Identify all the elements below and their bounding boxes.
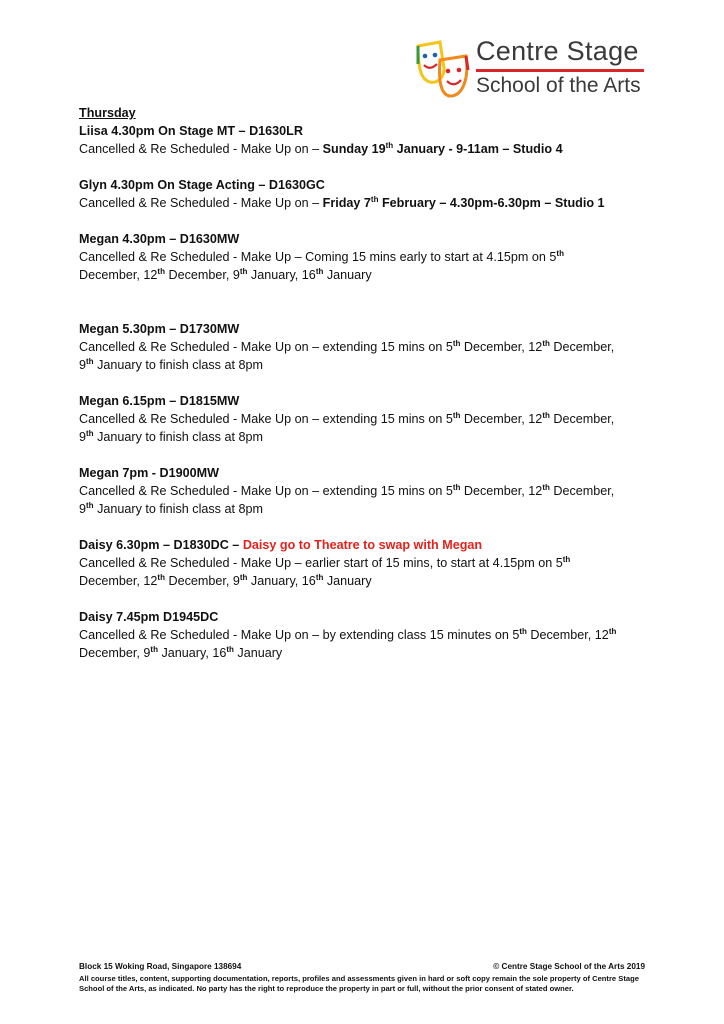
detail-date: Friday 7 <box>322 196 371 210</box>
detail-text: Cancelled & Re Scheduled - Make Up – Coming 15 mins early to start at 4.15pm on 5 <box>79 250 557 264</box>
footer-row <box>79 962 645 972</box>
class-entry-liisa <box>79 122 659 158</box>
class-detail <box>79 482 659 518</box>
class-detail <box>79 338 659 374</box>
detail-text: Cancelled & Re Scheduled - Make Up on – extending 15 mins on 5 <box>79 412 453 426</box>
day-heading: Thursday <box>79 106 136 120</box>
detail-text: Cancelled & Re Scheduled - Make Up on – by extending class 15 minutes on 5 <box>79 628 520 642</box>
ordinal-suffix: th <box>542 410 550 420</box>
ordinal-suffix: th <box>150 644 158 654</box>
detail-text: January, 16 <box>157 646 227 660</box>
class-entry-megan-1630 <box>79 230 659 284</box>
class-title: Daisy 7.45pm D1945DC <box>79 610 219 624</box>
class-title: Liisa 4.30pm On Stage MT – D1630LR <box>79 124 303 138</box>
ordinal-suffix: th <box>542 338 550 348</box>
detail-text: January <box>323 268 372 282</box>
centre-stage-logo <box>414 36 646 106</box>
ordinal-suffix: th <box>315 266 324 276</box>
detail-text: January <box>233 646 283 660</box>
detail-text: January to finish class at 8pm <box>93 430 263 444</box>
detail-text: 9 <box>79 358 87 372</box>
detail-text: December, <box>549 484 615 498</box>
theatre-masks-icon <box>414 40 474 104</box>
ordinal-suffix: th <box>226 644 234 654</box>
detail-text: December, 9 <box>164 574 240 588</box>
detail-text: Cancelled & Re Scheduled - Make Up on – <box>79 196 323 210</box>
ordinal-suffix: th <box>239 266 248 276</box>
footer-legal-note: All course titles, content, supporting documentation, reports, profiles and assessments given in hard or soft copy remain the sole property of Centre Stage School of the Arts, as indicated. No party has the right to reproduce the property in part or full, without the prior consent of stated owner. <box>79 974 639 993</box>
class-entry-daisy-1830 <box>79 536 659 590</box>
ordinal-suffix: th <box>519 626 527 636</box>
detail-text: December, 12 <box>79 268 158 282</box>
detail-text: January, 16 <box>247 574 316 588</box>
class-entry-megan-1730 <box>79 320 659 374</box>
class-detail <box>79 248 659 284</box>
detail-text: December, 12 <box>460 484 543 498</box>
detail-time: January - 9-11am – Studio 4 <box>393 142 563 156</box>
detail-text: January to finish class at 8pm <box>93 358 263 372</box>
detail-text: January to finish class at 8pm <box>93 502 263 516</box>
detail-text: December, 9 <box>164 268 240 282</box>
ordinal-suffix: th <box>385 140 394 150</box>
class-title: Glyn 4.30pm On Stage Acting – D1630GC <box>79 178 325 192</box>
detail-text: December, 9 <box>79 646 151 660</box>
page-footer <box>79 962 645 994</box>
detail-text: December, <box>549 412 615 426</box>
ordinal-suffix: th <box>370 194 379 204</box>
ordinal-suffix: th <box>315 572 324 582</box>
detail-text: December, 12 <box>460 340 543 354</box>
detail-text: December, <box>549 340 615 354</box>
footer-copyright: © Centre Stage School of the Arts 2019 <box>493 962 645 971</box>
class-title-text: Daisy 6.30pm – D1830DC – <box>79 538 243 552</box>
ordinal-suffix: th <box>452 410 461 420</box>
class-title <box>79 536 659 554</box>
detail-text: 9 <box>79 430 87 444</box>
class-entry-megan-1900 <box>79 464 659 518</box>
swap-alert: Daisy go to Theatre to swap with Megan <box>242 538 483 552</box>
detail-text: Cancelled & Re Scheduled - Make Up on – extending 15 mins on 5 <box>79 340 453 354</box>
class-title: Megan 7pm - D1900MW <box>79 466 219 480</box>
ordinal-suffix: th <box>562 554 571 564</box>
schedule-content <box>79 104 659 680</box>
detail-text: 9 <box>79 502 87 516</box>
detail-text: January, 16 <box>247 268 316 282</box>
detail-text: December, 12 <box>460 412 543 426</box>
class-entry-megan-1815 <box>79 392 659 446</box>
ordinal-suffix: th <box>86 356 94 366</box>
ordinal-suffix: th <box>157 572 165 582</box>
class-detail <box>79 626 659 662</box>
class-title: Megan 6.15pm – D1815MW <box>79 394 240 408</box>
ordinal-suffix: th <box>86 428 94 438</box>
logo-title: Centre Stage <box>476 36 639 66</box>
ordinal-suffix: th <box>608 626 617 636</box>
ordinal-suffix: th <box>157 266 165 276</box>
class-entry-daisy-1945 <box>79 608 659 662</box>
class-detail <box>79 554 659 590</box>
ordinal-suffix: th <box>86 500 94 510</box>
ordinal-suffix: th <box>452 338 461 348</box>
class-detail <box>79 140 659 158</box>
class-entry-glyn <box>79 176 659 212</box>
detail-date: Sunday 19 <box>322 142 386 156</box>
detail-text: Cancelled & Re Scheduled - Make Up – earlier start of 15 mins, to start at 4.15pm on 5 <box>79 556 563 570</box>
ordinal-suffix: th <box>452 482 461 492</box>
class-detail <box>79 410 659 446</box>
logo-subtitle: School of the Arts <box>476 74 641 97</box>
ordinal-suffix: th <box>239 572 248 582</box>
detail-text: December, 12 <box>79 574 158 588</box>
class-title: Megan 4.30pm – D1630MW <box>79 232 240 246</box>
detail-text: December, 12 <box>526 628 609 642</box>
footer-address: Block 15 Woking Road, Singapore 138694 <box>79 962 242 971</box>
detail-time: February – 4.30pm-6.30pm – Studio 1 <box>378 196 605 210</box>
ordinal-suffix: th <box>556 248 564 258</box>
class-title: Megan 5.30pm – D1730MW <box>79 322 240 336</box>
logo-divider <box>476 69 644 72</box>
class-detail <box>79 194 659 212</box>
detail-text: January <box>323 574 372 588</box>
detail-text: Cancelled & Re Scheduled - Make Up on – <box>79 142 323 156</box>
detail-text: Cancelled & Re Scheduled - Make Up on – extending 15 mins on 5 <box>79 484 453 498</box>
ordinal-suffix: th <box>542 482 550 492</box>
